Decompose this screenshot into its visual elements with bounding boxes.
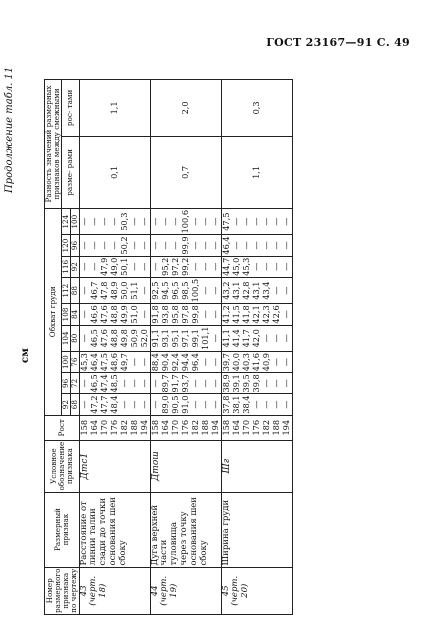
value-cell: — — [199, 286, 210, 295]
value-cell: 51,1 — [128, 281, 139, 300]
row-number-cell — [221, 567, 292, 614]
value-column — [221, 373, 292, 394]
value-cell: 42,0 — [250, 329, 261, 348]
value-cell: 46,4 — [88, 353, 99, 372]
value-cell: — — [280, 400, 291, 409]
value-cell: — — [280, 262, 291, 271]
value-cell: — — [78, 310, 89, 319]
value-column — [150, 277, 221, 303]
height-value: 164 — [88, 419, 99, 436]
value-cell: — — [270, 241, 281, 250]
value-cell: — — [280, 334, 291, 343]
row-symbol: Дтс1 — [79, 440, 150, 492]
diff-sizes-value: 0,7 — [150, 136, 221, 208]
value-cell: — — [260, 262, 271, 271]
value-cell: 99,9 — [179, 236, 190, 255]
table-row — [79, 80, 150, 615]
value-cell: 48,5 — [108, 374, 119, 393]
value-column — [150, 373, 221, 394]
value-cell: 49,0 — [108, 257, 119, 276]
height-value: 194 — [280, 419, 291, 436]
value-cell: — — [78, 241, 89, 250]
height-value: 194 — [138, 419, 149, 436]
value-cell: — — [280, 286, 291, 295]
value-cell: 47,2 — [88, 395, 99, 414]
value-cell: — — [138, 400, 149, 409]
waist-value: 72 — [70, 373, 79, 394]
value-cell: 89,7 — [159, 374, 170, 393]
col-symbol-header: Условное обозначение признака — [45, 440, 80, 492]
value-cell: — — [280, 310, 291, 319]
value-cell: — — [199, 379, 210, 388]
value-cell: 37,8 — [220, 395, 231, 414]
value-cell: 96,5 — [169, 281, 180, 300]
value-column — [221, 256, 292, 277]
value-cell: 48,6 — [108, 353, 119, 372]
value-cell: 47,6 — [98, 329, 109, 348]
col-feature-header: Размерный признак — [45, 492, 80, 567]
value-cell: — — [108, 217, 119, 226]
value-column — [221, 304, 292, 325]
value-column — [79, 325, 150, 351]
value-cell: 42,8 — [240, 281, 251, 300]
value-cell: — — [280, 241, 291, 250]
value-cell: — — [169, 241, 180, 250]
value-cell: — — [138, 217, 149, 226]
value-cell: — — [138, 379, 149, 388]
value-cell: 97,8 — [179, 305, 190, 324]
unit-label: см — [20, 348, 31, 363]
value-cell: 41,4 — [230, 329, 241, 348]
value-cell: 47,8 — [98, 281, 109, 300]
value-cell: 39,7 — [220, 353, 231, 372]
value-cell: 38,4 — [240, 395, 251, 414]
chest-value: 120 — [61, 235, 70, 256]
value-column — [221, 208, 292, 234]
diff-sizes-value: 0,1 — [79, 136, 150, 208]
value-cell: — — [199, 241, 210, 250]
rotated-page-area — [0, 60, 425, 633]
value-cell: — — [199, 358, 210, 367]
value-cell: 42,3 — [260, 305, 271, 324]
value-cell: — — [189, 241, 200, 250]
value-cell: 95,8 — [169, 305, 180, 324]
value-cell: 43,1 — [230, 281, 241, 300]
value-cell: 52,0 — [138, 329, 149, 348]
value-cell: — — [209, 358, 220, 367]
value-cell: 46,5 — [88, 329, 99, 348]
value-cell: 48,8 — [108, 305, 119, 324]
value-cell: — — [209, 310, 220, 319]
value-cell: — — [270, 286, 281, 295]
diff-heights-header: рос- тами — [61, 80, 79, 137]
row-drawing-ref: (черт. 19) — [159, 575, 180, 606]
waist-value: 92 — [70, 256, 79, 277]
value-cell: 93,1 — [159, 329, 170, 348]
value-cell: — — [78, 286, 89, 295]
value-cell: 90,4 — [159, 353, 170, 372]
value-cell: — — [88, 262, 99, 271]
height-value: 176 — [108, 419, 119, 436]
value-cell: 92,5 — [149, 281, 160, 300]
value-cell: — — [230, 241, 241, 250]
value-cell: 47,5 — [98, 353, 109, 372]
value-cell: 88,4 — [149, 353, 160, 372]
continuation-label: Продолжение табл. 11 — [4, 66, 15, 193]
value-cell: 41,2 — [220, 305, 231, 324]
value-column — [221, 394, 292, 415]
value-cell: 39,1 — [230, 374, 241, 393]
value-cell: 45,3 — [78, 353, 89, 372]
value-column — [150, 325, 221, 351]
row-number: 45 — [220, 585, 231, 597]
waist-value: 76 — [70, 352, 79, 373]
value-cell: — — [78, 217, 89, 226]
height-values — [150, 415, 221, 440]
value-cell: 46,6 — [88, 305, 99, 324]
height-value: 188 — [270, 419, 281, 436]
value-cell: 96,4 — [189, 353, 200, 372]
value-cell: — — [209, 400, 220, 409]
height-value: 188 — [128, 419, 139, 436]
value-cell: — — [128, 241, 139, 250]
waist-value: 80 — [70, 325, 79, 351]
value-cell: 97,1 — [179, 329, 190, 348]
value-cell: 46,5 — [88, 374, 99, 393]
value-cell: 44,7 — [220, 257, 231, 276]
value-cell: — — [128, 262, 139, 271]
value-cell: — — [209, 217, 220, 226]
value-cell: — — [230, 217, 241, 226]
value-cell: — — [209, 286, 220, 295]
height-value: 158 — [149, 419, 160, 436]
value-cell: — — [159, 217, 170, 226]
diff-heights-value: 1,1 — [79, 80, 150, 137]
value-cell: 46,7 — [88, 281, 99, 300]
value-cell: — — [138, 241, 149, 250]
value-column — [79, 394, 150, 415]
value-column — [79, 304, 150, 325]
diff-sizes-value: 1,1 — [221, 136, 292, 208]
chest-value: 112 — [61, 277, 70, 303]
value-column — [150, 352, 221, 373]
height-value: 182 — [189, 419, 200, 436]
value-cell: — — [149, 379, 160, 388]
value-column — [150, 235, 221, 256]
value-cell: 97,2 — [169, 257, 180, 276]
value-cell: 50,0 — [118, 281, 129, 300]
row-symbol: Шг — [221, 440, 292, 492]
value-cell: 49,7 — [118, 353, 129, 372]
value-cell: — — [250, 241, 261, 250]
value-cell: — — [280, 358, 291, 367]
height-value: 182 — [118, 419, 129, 436]
value-cell: — — [260, 334, 271, 343]
value-cell: 91,0 — [179, 395, 190, 414]
value-cell: — — [260, 217, 271, 226]
value-cell: — — [149, 400, 160, 409]
diff-heights-value: 0,3 — [221, 80, 292, 137]
height-value: 158 — [220, 419, 231, 436]
value-cell: 50,2 — [118, 236, 129, 255]
value-cell: — — [270, 400, 281, 409]
value-cell: — — [189, 262, 200, 271]
chest-group-header: Обхват груди — [45, 208, 62, 415]
height-value: 176 — [250, 419, 261, 436]
value-cell: 99,8 — [189, 305, 200, 324]
value-cell: 50,3 — [118, 212, 129, 231]
value-cell: 99,1 — [189, 329, 200, 348]
col-number-header: Номер размерного признака по чертежу — [45, 568, 78, 613]
height-value: 158 — [78, 419, 89, 436]
row-drawing-ref: (черт. 18) — [88, 575, 109, 606]
value-cell: 39,5 — [240, 374, 251, 393]
value-cell: — — [78, 379, 89, 388]
height-value: 170 — [98, 419, 109, 436]
value-cell: — — [270, 358, 281, 367]
row-feature: Дуга верхней части туловища через точку основания шеи сбоку — [150, 492, 221, 567]
value-cell: 91,1 — [149, 329, 160, 348]
value-cell: — — [250, 217, 261, 226]
value-column — [150, 256, 221, 277]
value-cell: 50,9 — [128, 329, 139, 348]
value-cell: — — [280, 379, 291, 388]
value-cell: 94,5 — [159, 281, 170, 300]
value-cell: — — [128, 379, 139, 388]
value-cell: 40,9 — [260, 353, 271, 372]
value-cell: 89,0 — [159, 395, 170, 414]
value-cell: 95,2 — [159, 257, 170, 276]
row-feature: Расстояние от линии талии сзади до точки основания шеи сбоку — [79, 492, 150, 567]
value-cell: 101,1 — [199, 326, 210, 351]
value-column — [221, 352, 292, 373]
row-number: 43 — [78, 585, 89, 597]
value-cell: — — [270, 334, 281, 343]
value-cell: 47,9 — [98, 257, 109, 276]
waist-value: 100 — [70, 208, 79, 234]
height-value: 164 — [159, 419, 170, 436]
value-cell: — — [240, 217, 251, 226]
value-cell: 100,5 — [189, 278, 200, 303]
value-cell: — — [209, 379, 220, 388]
row-number: 44 — [149, 585, 160, 597]
value-cell: — — [280, 217, 291, 226]
value-column — [150, 304, 221, 325]
value-cell: 47,6 — [98, 305, 109, 324]
value-cell: — — [138, 286, 149, 295]
diff-sizes-header: разме- рами — [61, 136, 79, 208]
value-cell: 93,7 — [179, 374, 190, 393]
value-cell: 48,4 — [108, 395, 119, 414]
landscape-page — [0, 60, 425, 633]
value-cell: — — [88, 217, 99, 226]
page-header — [0, 0, 425, 60]
value-cell: — — [128, 217, 139, 226]
value-cell: — — [270, 217, 281, 226]
value-cell: 91,8 — [149, 305, 160, 324]
value-cell: 49,8 — [118, 329, 129, 348]
height-value: 182 — [260, 419, 271, 436]
value-cell: — — [209, 334, 220, 343]
value-cell: — — [138, 358, 149, 367]
value-cell: — — [199, 310, 210, 319]
value-cell: — — [250, 262, 261, 271]
table-body — [79, 80, 292, 615]
value-cell: — — [88, 241, 99, 250]
value-cell: 100,6 — [179, 209, 190, 234]
chest-value: 92 — [61, 394, 70, 415]
value-cell: — — [270, 379, 281, 388]
value-cell: — — [199, 217, 210, 226]
gost-page-number: ГОСТ 23167—91 С. 49 — [266, 36, 410, 49]
value-column — [79, 277, 150, 303]
chest-value: 104 — [61, 325, 70, 351]
height-value: 194 — [209, 419, 220, 436]
value-column — [79, 235, 150, 256]
value-column — [79, 352, 150, 373]
height-value: 176 — [179, 419, 190, 436]
value-cell: 47,7 — [98, 395, 109, 414]
diff-header: Разность значений размерных признаков между смежными — [45, 80, 62, 209]
value-column — [79, 373, 150, 394]
value-cell: — — [138, 310, 149, 319]
value-cell: — — [159, 241, 170, 250]
chest-value: 108 — [61, 304, 70, 325]
height-value: 170 — [169, 419, 180, 436]
row-symbol: Дтош — [150, 440, 221, 492]
value-cell: 41,8 — [240, 305, 251, 324]
value-cell: 42,6 — [270, 305, 281, 324]
waist-value: 88 — [70, 277, 79, 303]
value-cell: — — [260, 379, 271, 388]
value-cell: 95,1 — [169, 329, 180, 348]
value-column — [221, 235, 292, 256]
value-cell: — — [260, 241, 271, 250]
value-cell: — — [209, 262, 220, 271]
row-drawing-ref: (черт. 20) — [230, 575, 251, 606]
value-cell: — — [138, 262, 149, 271]
value-cell: — — [260, 400, 271, 409]
value-cell: 50,1 — [118, 257, 129, 276]
value-cell: 51,0 — [128, 305, 139, 324]
value-cell: 98,5 — [179, 281, 190, 300]
row-number-cell — [150, 567, 221, 614]
value-cell: — — [149, 262, 160, 271]
value-cell: — — [108, 241, 119, 250]
chest-value: 100 — [61, 352, 70, 373]
waist-value: 96 — [70, 235, 79, 256]
value-column — [79, 256, 150, 277]
chest-value: 124 — [61, 208, 70, 234]
value-cell: 41,6 — [250, 353, 261, 372]
value-cell: — — [149, 217, 160, 226]
height-value: 164 — [230, 419, 241, 436]
row-number-cell — [79, 567, 150, 614]
value-cell: 41,1 — [220, 329, 231, 348]
value-cell: 90,5 — [169, 395, 180, 414]
value-column — [221, 277, 292, 303]
height-value: 170 — [240, 419, 251, 436]
value-cell: 45,0 — [230, 257, 241, 276]
value-cell: 46,4 — [220, 236, 231, 255]
measurements-table — [44, 79, 293, 615]
value-cell: 39,8 — [250, 374, 261, 393]
height-values — [79, 415, 150, 440]
diff-heights-value: 2,0 — [150, 80, 221, 137]
value-cell: — — [78, 400, 89, 409]
table-row — [150, 80, 221, 615]
value-cell: 38,9 — [220, 374, 231, 393]
value-cell: — — [118, 400, 129, 409]
value-cell: 42,1 — [250, 305, 261, 324]
value-cell: — — [128, 358, 139, 367]
value-cell: — — [189, 400, 200, 409]
value-cell: — — [98, 217, 109, 226]
value-cell: 47,5 — [220, 212, 231, 231]
value-cell: — — [240, 241, 251, 250]
value-cell: — — [78, 262, 89, 271]
value-cell: 49,9 — [118, 305, 129, 324]
waist-value: 68 — [70, 394, 79, 415]
table-row — [221, 80, 292, 615]
value-cell: 48,9 — [108, 281, 119, 300]
height-values — [221, 415, 292, 440]
value-cell: 43,1 — [250, 281, 261, 300]
value-column — [79, 208, 150, 234]
value-cell: — — [78, 334, 89, 343]
value-cell: — — [199, 262, 210, 271]
value-cell: 92,4 — [169, 353, 180, 372]
value-cell: — — [189, 379, 200, 388]
value-cell: 40,0 — [230, 353, 241, 372]
value-cell: — — [209, 241, 220, 250]
value-cell: — — [270, 262, 281, 271]
value-cell: — — [128, 400, 139, 409]
value-cell: 48,8 — [108, 329, 119, 348]
value-cell: — — [98, 241, 109, 250]
value-cell: 47,4 — [98, 374, 109, 393]
value-cell: 45,3 — [240, 257, 251, 276]
chest-value: 96 — [61, 373, 70, 394]
value-cell: 38,1 — [230, 395, 241, 414]
value-cell: — — [189, 217, 200, 226]
value-cell: 41,5 — [230, 305, 241, 324]
col-height-header: Рост — [45, 415, 80, 440]
value-cell: — — [250, 400, 261, 409]
height-value: 188 — [199, 419, 210, 436]
waist-value: 84 — [70, 304, 79, 325]
value-cell: 93,8 — [159, 305, 170, 324]
value-column — [150, 394, 221, 415]
value-cell: 99,2 — [179, 257, 190, 276]
value-cell: 91,7 — [169, 374, 180, 393]
value-column — [221, 325, 292, 351]
value-cell: — — [118, 379, 129, 388]
value-cell: 43,4 — [260, 281, 271, 300]
value-cell: 40,3 — [240, 353, 251, 372]
value-cell: — — [149, 241, 160, 250]
chest-value: 116 — [61, 256, 70, 277]
row-feature: Ширина груди — [221, 492, 292, 567]
value-cell: 43,2 — [220, 281, 231, 300]
value-cell: 41,7 — [240, 329, 251, 348]
value-column — [150, 208, 221, 234]
value-cell: — — [169, 217, 180, 226]
value-cell: — — [199, 400, 210, 409]
value-cell: 94,4 — [179, 353, 190, 372]
